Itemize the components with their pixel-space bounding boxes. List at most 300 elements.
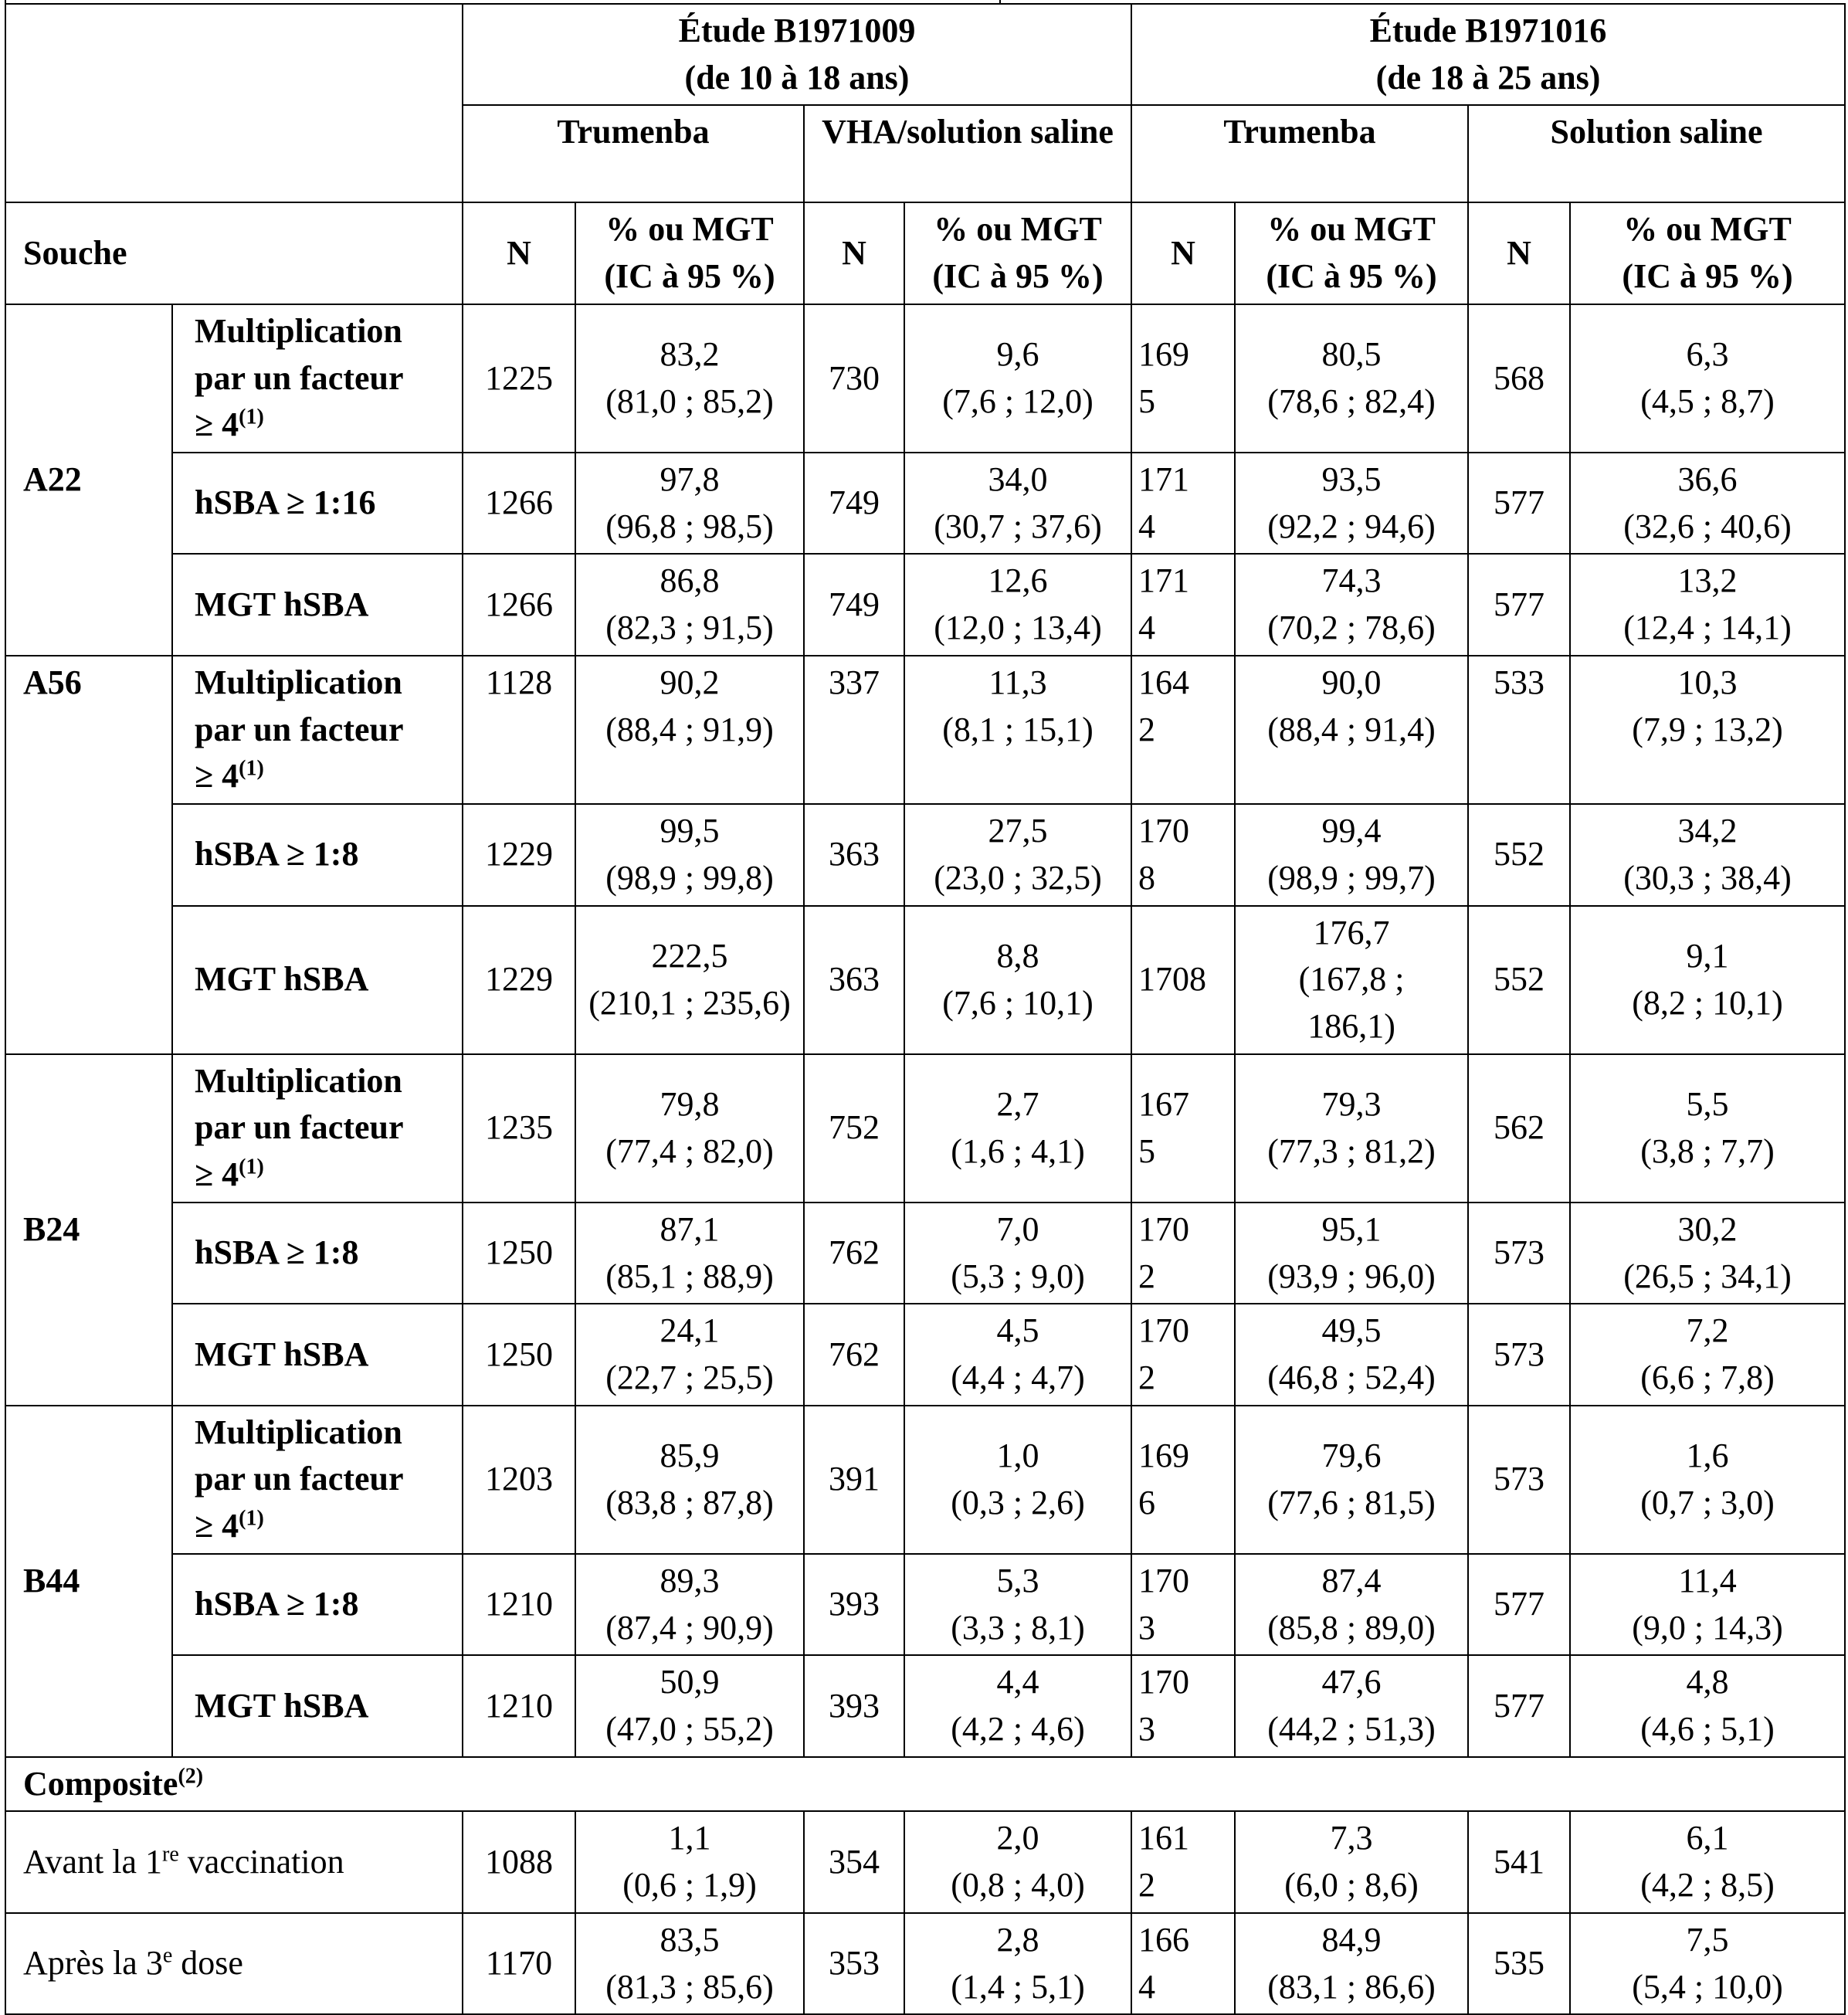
value-cell <box>904 1913 1131 2014</box>
study2-header <box>1131 4 1845 105</box>
strain-name: B44 <box>5 1406 172 1757</box>
value-cell <box>575 554 804 655</box>
n-value: 393 <box>804 1554 904 1655</box>
n-value: 577 <box>1468 1655 1570 1756</box>
footnote-ref: (1) <box>239 1506 264 1531</box>
n-value: 749 <box>804 453 904 554</box>
point-estimate: 7,5 <box>1686 1920 1729 1959</box>
study2-title: Étude B1971016 <box>1369 12 1607 49</box>
point-estimate: 34,0 <box>988 460 1048 499</box>
point-estimate: 1,0 <box>996 1437 1039 1475</box>
n-value: 1250 <box>463 1304 575 1405</box>
confidence-interval: (88,4 ; 91,9) <box>605 710 774 748</box>
confidence-interval: (4,2 ; 8,5) <box>1640 1866 1775 1905</box>
table-row <box>5 906 1845 1054</box>
n-value: 577 <box>1468 554 1570 655</box>
point-estimate: 222,5 <box>651 936 728 975</box>
point-estimate: 2,0 <box>996 1819 1039 1857</box>
n-value: 164 2 <box>1131 656 1235 804</box>
hsba-threshold: hSBA ≥ 1:16 <box>195 483 376 522</box>
confidence-interval: (22,7 ; 25,5) <box>605 1358 774 1396</box>
point-estimate: 90,0 <box>1321 663 1382 701</box>
n-value: 762 <box>804 1203 904 1304</box>
value-cell <box>904 656 1131 804</box>
point-estimate: 24,1 <box>660 1311 720 1350</box>
point-estimate: 4,8 <box>1686 1663 1729 1701</box>
col-n: N <box>1131 202 1235 304</box>
value-cell <box>904 804 1131 905</box>
col-pct-label: % ou MGT <box>1623 210 1792 249</box>
value-cell <box>575 656 804 804</box>
point-estimate: 6,3 <box>1686 335 1729 374</box>
fold-line3: ≥ 4 <box>195 757 239 795</box>
confidence-interval: (4,2 ; 4,6) <box>951 1710 1085 1748</box>
confidence-interval: (81,3 ; 85,6) <box>605 1967 774 2006</box>
value-cell <box>1235 1203 1468 1304</box>
value-cell <box>575 1811 804 1912</box>
value-cell <box>1235 656 1468 804</box>
value-cell <box>1235 1304 1468 1405</box>
fold-line2: par un facteur <box>195 1460 404 1498</box>
table-row <box>5 1406 1845 1554</box>
value-cell <box>1235 1655 1468 1756</box>
point-estimate: 30,2 <box>1677 1209 1738 1248</box>
n-value: 1708 <box>1131 906 1235 1054</box>
strain-name: B24 <box>5 1054 172 1406</box>
footnote-ref: (1) <box>239 405 264 429</box>
point-estimate: 83,2 <box>660 335 720 374</box>
confidence-interval: (23,0 ; 32,5) <box>934 858 1102 897</box>
confidence-interval: (26,5 ; 34,1) <box>1623 1257 1792 1295</box>
n-value: 337 <box>804 656 904 804</box>
n-value: 391 <box>804 1406 904 1554</box>
n-value: 1235 <box>463 1054 575 1203</box>
value-cell <box>1235 453 1468 554</box>
value-cell <box>1235 1811 1468 1912</box>
point-estimate: 7,2 <box>1686 1311 1729 1350</box>
value-cell <box>904 453 1131 554</box>
value-cell <box>1235 906 1468 1054</box>
header-blank-cell <box>5 4 463 202</box>
mgt-label: MGT hSBA <box>195 585 369 623</box>
hsba-threshold: hSBA ≥ 1:8 <box>195 835 359 874</box>
value-cell <box>904 1304 1131 1405</box>
ordinal-suffix: re <box>162 1842 179 1867</box>
col-n: N <box>463 202 575 304</box>
value-cell <box>904 1554 1131 1655</box>
value-cell <box>904 906 1131 1054</box>
point-estimate: 176,7 <box>1313 913 1390 952</box>
group-trumenba-1: Trumenba <box>463 105 804 202</box>
immunogenicity-table <box>5 3 1846 2015</box>
value-cell <box>1235 1913 1468 2014</box>
confidence-interval: (77,4 ; 82,0) <box>605 1131 774 1170</box>
value-cell <box>1570 906 1845 1054</box>
table-row <box>5 656 1845 804</box>
composite-title-text: Composite <box>23 1764 178 1803</box>
n-value: 1225 <box>463 304 575 453</box>
measure-label <box>172 453 463 554</box>
fold-line1: Multiplication <box>195 311 402 350</box>
confidence-interval: (4,5 ; 8,7) <box>1640 382 1775 420</box>
confidence-interval: (0,6 ; 1,9) <box>622 1866 757 1905</box>
n-value: 363 <box>804 804 904 905</box>
measure-label <box>172 554 463 655</box>
strain-name: A22 <box>5 304 172 656</box>
confidence-interval: (3,3 ; 8,1) <box>951 1608 1085 1647</box>
confidence-interval: (210,1 ; 235,6) <box>588 983 791 1022</box>
point-estimate: 87,1 <box>660 1209 720 1248</box>
value-cell <box>1570 1655 1845 1756</box>
point-estimate: 95,1 <box>1321 1209 1382 1248</box>
point-estimate: 83,5 <box>660 1920 720 1959</box>
value-cell <box>1570 453 1845 554</box>
point-estimate: 80,5 <box>1321 335 1382 374</box>
point-estimate: 79,3 <box>1321 1085 1382 1124</box>
value-cell <box>1570 1554 1845 1655</box>
value-cell <box>904 1655 1131 1756</box>
confidence-interval: (4,4 ; 4,7) <box>951 1358 1085 1396</box>
n-value: 170 2 <box>1131 1304 1235 1405</box>
value-cell <box>1570 304 1845 453</box>
n-value: 533 <box>1468 656 1570 804</box>
confidence-interval: (8,2 ; 10,1) <box>1632 983 1783 1022</box>
confidence-interval: (44,2 ; 51,3) <box>1267 1710 1436 1748</box>
fold-line2: par un facteur <box>195 710 404 748</box>
n-value: 535 <box>1468 1913 1570 2014</box>
point-estimate: 34,2 <box>1677 812 1738 850</box>
confidence-interval: (8,1 ; 15,1) <box>942 710 1094 748</box>
confidence-interval: (82,3 ; 91,5) <box>605 609 774 647</box>
footnote-ref: (1) <box>239 756 264 781</box>
fold-line2: par un facteur <box>195 1108 404 1147</box>
confidence-interval: (0,7 ; 3,0) <box>1640 1483 1775 1521</box>
confidence-interval-cont: 186,1) <box>1307 1006 1395 1045</box>
study1-header <box>463 4 1131 105</box>
n-value: 1229 <box>463 906 575 1054</box>
point-estimate: 1,6 <box>1686 1437 1729 1475</box>
value-cell <box>904 1811 1131 1912</box>
point-estimate: 97,8 <box>660 460 720 499</box>
point-estimate: 87,4 <box>1321 1561 1382 1599</box>
col-ci-label: (IC à 95 %) <box>932 257 1104 296</box>
confidence-interval: (1,4 ; 5,1) <box>951 1967 1085 2006</box>
n-value: 363 <box>804 906 904 1054</box>
confidence-interval: (70,2 ; 78,6) <box>1267 609 1436 647</box>
n-value: 730 <box>804 304 904 453</box>
value-cell <box>904 554 1131 655</box>
value-cell <box>1235 1406 1468 1554</box>
point-estimate: 99,5 <box>660 812 720 850</box>
composite-label <box>5 1913 463 2014</box>
n-value: 1266 <box>463 453 575 554</box>
n-value: 353 <box>804 1913 904 2014</box>
confidence-interval: (9,0 ; 14,3) <box>1632 1608 1783 1647</box>
value-cell <box>1570 1913 1845 2014</box>
n-value: 171 4 <box>1131 554 1235 655</box>
n-value: 1170 <box>463 1913 575 2014</box>
confidence-interval: (12,4 ; 14,1) <box>1623 609 1792 647</box>
point-estimate: 9,6 <box>996 335 1039 374</box>
point-estimate: 13,2 <box>1677 561 1738 600</box>
point-estimate: 86,8 <box>660 561 720 600</box>
measure-label <box>172 1554 463 1655</box>
point-estimate: 6,1 <box>1686 1819 1729 1857</box>
fold-line3: ≥ 4 <box>195 1507 239 1545</box>
value-cell <box>1570 1203 1845 1304</box>
measure-label <box>172 1054 463 1203</box>
point-estimate: 5,5 <box>1686 1085 1729 1124</box>
confidence-interval: (98,9 ; 99,7) <box>1267 858 1436 897</box>
confidence-interval: (3,8 ; 7,7) <box>1640 1131 1775 1170</box>
n-value: 552 <box>1468 804 1570 905</box>
confidence-interval: (46,8 ; 52,4) <box>1267 1358 1436 1396</box>
fold-line1: Multiplication <box>195 1413 402 1451</box>
value-cell <box>1570 1304 1845 1405</box>
confidence-interval: (83,8 ; 87,8) <box>605 1483 774 1521</box>
fold-line1: Multiplication <box>195 663 402 701</box>
n-value: 169 5 <box>1131 304 1235 453</box>
col-n: N <box>1468 202 1570 304</box>
n-value: 752 <box>804 1054 904 1203</box>
point-estimate: 93,5 <box>1321 460 1382 499</box>
n-value: 161 2 <box>1131 1811 1235 1912</box>
label-text: vaccination <box>178 1842 344 1881</box>
confidence-interval: (98,9 ; 99,8) <box>605 858 774 897</box>
value-cell <box>575 1406 804 1554</box>
point-estimate: 12,6 <box>988 561 1048 600</box>
col-pct-label: % ou MGT <box>605 210 774 249</box>
measure-label <box>172 1203 463 1304</box>
study1-age: (de 10 à 18 ans) <box>684 58 910 97</box>
n-value: 169 6 <box>1131 1406 1235 1554</box>
col-ci-label: (IC à 95 %) <box>604 257 775 296</box>
point-estimate: 7,3 <box>1330 1819 1373 1857</box>
point-estimate: 50,9 <box>660 1663 720 1701</box>
value-cell <box>1570 1811 1845 1912</box>
n-value: 170 3 <box>1131 1655 1235 1756</box>
n-value: 171 4 <box>1131 453 1235 554</box>
point-estimate: 1,1 <box>668 1819 711 1857</box>
n-value: 1203 <box>463 1406 575 1554</box>
measure-label <box>172 1655 463 1756</box>
confidence-interval: (7,9 ; 13,2) <box>1632 710 1783 748</box>
hsba-threshold: hSBA ≥ 1:8 <box>195 1585 359 1623</box>
col-ci-label: (IC à 95 %) <box>1622 257 1793 296</box>
header-row-studies <box>5 4 1845 105</box>
n-value: 1210 <box>463 1554 575 1655</box>
table-row <box>5 554 1845 655</box>
n-value: 541 <box>1468 1811 1570 1912</box>
confidence-interval: (96,8 ; 98,5) <box>605 507 774 545</box>
confidence-interval: (1,6 ; 4,1) <box>951 1131 1085 1170</box>
table-row <box>5 1203 1845 1304</box>
label-text: dose <box>172 1944 243 1983</box>
value-cell <box>904 1406 1131 1554</box>
point-estimate: 49,5 <box>1321 1311 1382 1350</box>
value-cell <box>1235 554 1468 655</box>
n-value: 749 <box>804 554 904 655</box>
n-value: 762 <box>804 1304 904 1405</box>
point-estimate: 74,3 <box>1321 561 1382 600</box>
point-estimate: 7,0 <box>996 1209 1039 1248</box>
n-value: 166 4 <box>1131 1913 1235 2014</box>
footnote-ref: (2) <box>178 1764 204 1789</box>
n-value: 170 2 <box>1131 1203 1235 1304</box>
n-value: 1229 <box>463 804 575 905</box>
label-text: Avant la 1 <box>23 1842 163 1881</box>
n-value: 573 <box>1468 1304 1570 1405</box>
n-value: 354 <box>804 1811 904 1912</box>
confidence-interval: (85,8 ; 89,0) <box>1267 1608 1436 1647</box>
confidence-interval: (85,1 ; 88,9) <box>605 1257 774 1295</box>
confidence-interval: (83,1 ; 86,6) <box>1267 1967 1436 2006</box>
col-pct-label: % ou MGT <box>934 210 1102 249</box>
n-value: 577 <box>1468 1554 1570 1655</box>
mgt-label: MGT hSBA <box>195 1335 369 1373</box>
composite-title-row <box>5 1757 1845 1812</box>
value-cell <box>575 1203 804 1304</box>
point-estimate: 11,4 <box>1678 1561 1737 1599</box>
col-pct <box>904 202 1131 304</box>
label-text: Après la 3 <box>23 1944 163 1983</box>
measure-label <box>172 656 463 804</box>
composite-row <box>5 1913 1845 2014</box>
table-row <box>5 304 1845 453</box>
value-cell <box>575 804 804 905</box>
col-pct <box>575 202 804 304</box>
col-pct <box>1235 202 1468 304</box>
mgt-label: MGT hSBA <box>195 1686 369 1725</box>
value-cell <box>904 1054 1131 1203</box>
fold-line3: ≥ 4 <box>195 405 239 444</box>
confidence-interval: (92,2 ; 94,6) <box>1267 507 1436 545</box>
n-value: 552 <box>1468 906 1570 1054</box>
point-estimate: 4,5 <box>996 1311 1039 1350</box>
value-cell <box>1570 656 1845 804</box>
confidence-interval: (47,0 ; 55,2) <box>605 1710 774 1748</box>
mgt-label: MGT hSBA <box>195 960 369 999</box>
point-estimate: 8,8 <box>996 936 1039 975</box>
n-value: 1088 <box>463 1811 575 1912</box>
point-estimate: 9,1 <box>1686 936 1729 975</box>
point-estimate: 84,9 <box>1321 1920 1382 1959</box>
confidence-interval: (0,3 ; 2,6) <box>951 1483 1085 1521</box>
confidence-interval: (77,3 ; 81,2) <box>1267 1131 1436 1170</box>
fold-line3: ≥ 4 <box>195 1155 239 1194</box>
confidence-interval: (0,8 ; 4,0) <box>951 1866 1085 1905</box>
n-value: 1250 <box>463 1203 575 1304</box>
value-cell <box>575 1655 804 1756</box>
value-cell <box>575 906 804 1054</box>
value-cell <box>1235 1554 1468 1655</box>
point-estimate: 47,6 <box>1321 1663 1382 1701</box>
value-cell <box>904 304 1131 453</box>
confidence-interval: (6,6 ; 7,8) <box>1640 1358 1775 1396</box>
confidence-interval: (5,4 ; 10,0) <box>1632 1967 1783 2006</box>
col-ci-label: (IC à 95 %) <box>1266 257 1437 296</box>
confidence-interval: (7,6 ; 10,1) <box>942 983 1094 1022</box>
confidence-interval: (30,7 ; 37,6) <box>934 507 1102 545</box>
col-pct-label: % ou MGT <box>1267 210 1436 249</box>
n-value: 167 5 <box>1131 1054 1235 1203</box>
composite-title <box>5 1757 1845 1812</box>
value-cell <box>1570 554 1845 655</box>
value-cell <box>904 1203 1131 1304</box>
table-row <box>5 1554 1845 1655</box>
table-row <box>5 804 1845 905</box>
measure-label <box>172 1304 463 1405</box>
point-estimate: 79,8 <box>660 1085 720 1124</box>
n-value: 1128 <box>463 656 575 804</box>
group-vha: VHA/solution saline <box>804 105 1131 202</box>
col-pct <box>1570 202 1845 304</box>
value-cell <box>1570 804 1845 905</box>
study1-title: Étude B1971009 <box>678 12 916 49</box>
point-estimate: 5,3 <box>996 1561 1039 1599</box>
col-n: N <box>804 202 904 304</box>
souche-header: Souche <box>5 202 463 304</box>
confidence-interval: (32,6 ; 40,6) <box>1623 507 1792 545</box>
n-value: 573 <box>1468 1203 1570 1304</box>
point-estimate: 2,7 <box>996 1085 1039 1124</box>
n-value: 577 <box>1468 453 1570 554</box>
point-estimate: 90,2 <box>660 663 720 701</box>
table-row <box>5 1655 1845 1756</box>
table-row <box>5 453 1845 554</box>
value-cell <box>1235 1054 1468 1203</box>
n-value: 1210 <box>463 1655 575 1756</box>
confidence-interval: (88,4 ; 91,4) <box>1267 710 1436 748</box>
strain-name: A56 <box>5 656 172 1054</box>
value-cell <box>575 1304 804 1405</box>
value-cell <box>1570 1406 1845 1554</box>
fold-line1: Multiplication <box>195 1061 402 1100</box>
value-cell <box>575 1554 804 1655</box>
n-value: 170 8 <box>1131 804 1235 905</box>
n-value: 170 3 <box>1131 1554 1235 1655</box>
value-cell <box>575 453 804 554</box>
confidence-interval: (77,6 ; 81,5) <box>1267 1483 1436 1521</box>
measure-label <box>172 906 463 1054</box>
point-estimate: 4,4 <box>996 1663 1039 1701</box>
point-estimate: 79,6 <box>1321 1437 1382 1475</box>
n-value: 393 <box>804 1655 904 1756</box>
header-row-columns <box>5 202 1845 304</box>
value-cell <box>575 304 804 453</box>
table-row <box>5 1304 1845 1405</box>
value-cell <box>575 1054 804 1203</box>
point-estimate: 99,4 <box>1321 812 1382 850</box>
confidence-interval: (6,0 ; 8,6) <box>1284 1866 1419 1905</box>
point-estimate: 85,9 <box>660 1437 720 1475</box>
confidence-interval: (30,3 ; 38,4) <box>1623 858 1792 897</box>
study2-age: (de 18 à 25 ans) <box>1375 58 1601 97</box>
composite-label <box>5 1811 463 1912</box>
point-estimate: 11,3 <box>988 663 1047 701</box>
confidence-interval: (167,8 ; <box>1298 960 1405 999</box>
value-cell <box>1235 804 1468 905</box>
footnote-ref: (1) <box>239 1155 264 1179</box>
value-cell <box>1570 1054 1845 1203</box>
ordinal-suffix: e <box>162 1943 173 1968</box>
measure-label <box>172 804 463 905</box>
value-cell <box>1235 304 1468 453</box>
n-value: 562 <box>1468 1054 1570 1203</box>
n-value: 568 <box>1468 304 1570 453</box>
point-estimate: 36,6 <box>1677 460 1738 499</box>
point-estimate: 89,3 <box>660 1561 720 1599</box>
